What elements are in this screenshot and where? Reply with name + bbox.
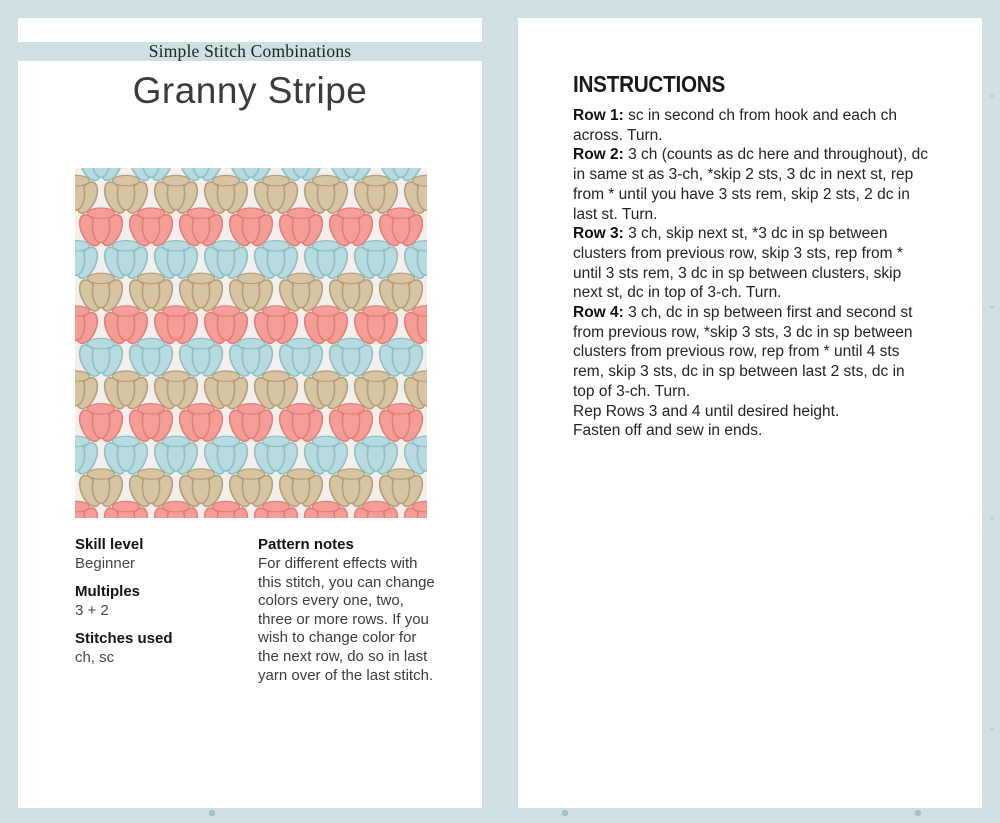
detail-value: ch, sc <box>75 649 115 666</box>
chapter-band <box>18 42 482 61</box>
instructions-heading: INSTRUCTIONS <box>573 71 726 97</box>
detail-value: 3 + 2 <box>75 602 109 619</box>
detail-multiples <box>75 582 250 620</box>
row-text: Rep Rows 3 and 4 until desired height. <box>573 402 840 420</box>
pattern-notes-label: Pattern notes <box>258 536 354 553</box>
instructions-steps <box>573 106 930 441</box>
row-text: 3 ch, skip next st, *3 dc in sp between clusters from previous row, skip 3 sts, rep from * until 3 sts rem, 3 dc in sp between clusters, skip next st, dc in top of 3-ch. Turn. <box>573 225 903 302</box>
chapter-title: Simple Stitch Combinations <box>148 41 352 61</box>
detail-stitches-used <box>75 629 250 667</box>
pattern-details <box>75 535 250 676</box>
instruction-repeat <box>573 402 930 422</box>
left-page <box>18 18 482 808</box>
instruction-row-3 <box>573 224 930 303</box>
instruction-fasten-off <box>573 421 930 441</box>
row-text: Fasten off and sew in ends. <box>573 422 763 440</box>
pattern-notes-text: For different effects with this stitch, you can change colors every one, two, three or more rows. If you wish to change color for the next row, do so in last yarn over of the last stitch. <box>258 555 435 684</box>
row-text: 3 ch (counts as dc here and throughout), dc in same st as 3-ch, *skip 2 sts, 3 dc in next st, rep from * until you have 3 sts rem, skip 2 sts, 2 dc in last st. Turn. <box>573 146 928 223</box>
instruction-row-2 <box>573 145 930 224</box>
pattern-notes <box>258 535 436 685</box>
instruction-row-4 <box>573 303 930 402</box>
page-title: Granny Stripe <box>132 70 368 111</box>
right-page <box>518 18 982 808</box>
instruction-row-1 <box>573 106 930 145</box>
detail-skill-level <box>75 535 250 573</box>
detail-label: Stitches used <box>75 630 173 647</box>
row-label: Row 2: <box>573 146 624 164</box>
row-label: Row 4: <box>573 304 624 322</box>
detail-label: Multiples <box>75 583 141 600</box>
row-label: Row 3: <box>573 225 624 243</box>
detail-value: Beginner <box>75 555 136 572</box>
detail-label: Skill level <box>75 536 144 553</box>
crochet-swatch-photo <box>75 168 427 518</box>
row-text: 3 ch, dc in sp between first and second st from previous row, *skip 3 sts, 3 dc in sp between clusters from previous row, rep from * until 4 sts rem, skip 3 sts, dc in sp between last 2 sts, dc in top of 3-ch. Turn. <box>573 304 913 400</box>
row-text: sc in second ch from hook and each ch across. Turn. <box>573 107 897 144</box>
row-label: Row 1: <box>573 107 624 124</box>
